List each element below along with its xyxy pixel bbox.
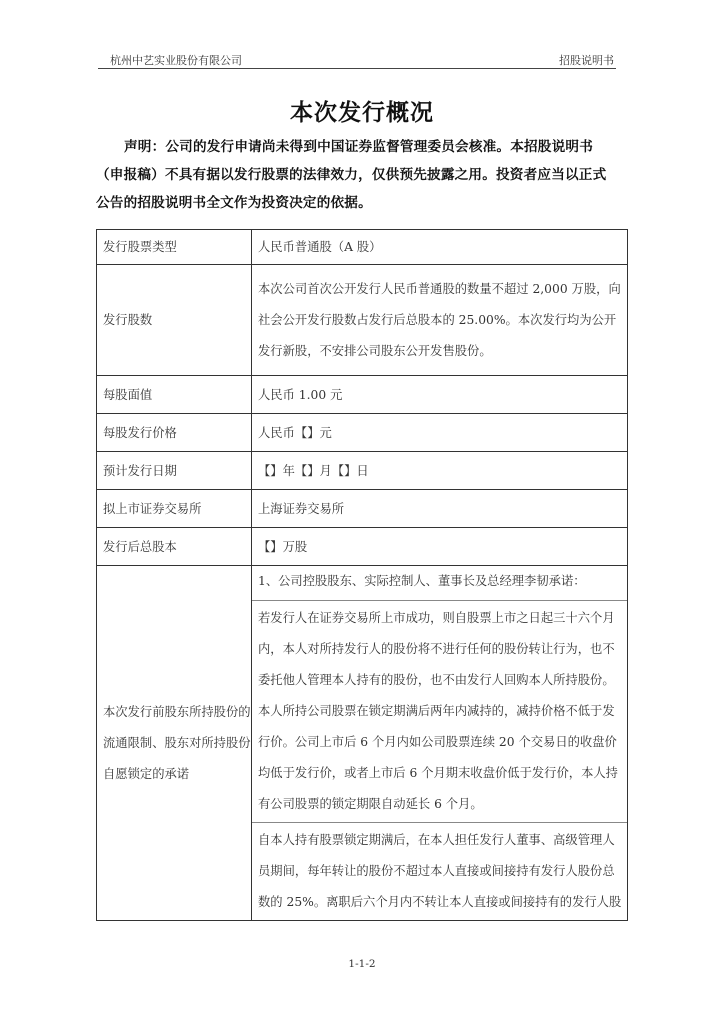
row-label: 预计发行日期 (97, 452, 252, 490)
table-row (97, 490, 628, 528)
offering-overview-table (96, 229, 628, 921)
page-number: 1-1-2 (348, 958, 376, 970)
row-value: 人民币【】元 (252, 414, 628, 452)
page-title: 本次发行概况 (290, 100, 434, 126)
row-label: 拟上市证券交易所 (97, 490, 252, 528)
row-value: 人民币 1.00 元 (252, 376, 628, 414)
table-row (97, 528, 628, 566)
lockup-commitments (252, 566, 628, 921)
row-value: 【】万股 (252, 528, 628, 566)
row-label: 每股发行价格 (97, 414, 252, 452)
header-divider (98, 68, 616, 69)
row-label: 发行股数 (97, 265, 252, 376)
header-company-name: 杭州中艺实业股份有限公司 (110, 54, 242, 67)
table-row (97, 414, 628, 452)
header-document-type: 招股说明书 (559, 54, 614, 67)
commitment-paragraph: 自本人持有股票锁定期满后，在本人担任发行人董事、高级管理人员期间，每年转让的股份不超过本人直接或间接持有发行人股份总数的 25%。离职后六个月内不转让本人直接或间接持有的发行人股 (258, 833, 622, 909)
row-value: 本次公司首次公开发行人民币普通股的数量不超过 2,000 万股，向社会公开发行股数占发行后总股本的 25.00%。本次发行均为公开发行新股，不安排公司股东公开发售股份。 (252, 265, 628, 376)
commitment-paragraph: 若发行人在证券交易所上市成功，则自股票上市之日起三十六个月内，本人对所持发行人的股份将不进行任何的股份转让行为，也不委托他人管理本人持有的股份，也不由发行人回购本人所持股份。本人所持公司股票在锁定期满后两年内减持的，减持价格不低于发行价。公司上市后 6 个月内如公司股票连续 20 个交易日的收盘价均低于发行价，或者上市后 6 个月期末收盘价低于发行价，本人持有公司股票的锁定期限自动延长 6 个月。 (252, 601, 627, 823)
page-header (98, 50, 616, 68)
row-value: 上海证券交易所 (252, 490, 628, 528)
row-label: 发行后总股本 (97, 528, 252, 566)
row-label: 发行股票类型 (97, 230, 252, 265)
commitment-heading: 1、公司控股股东、实际控制人、董事长及总经理李韧承诺： (252, 566, 627, 601)
row-value: 【】年【】月【】日 (252, 452, 628, 490)
table-row (97, 452, 628, 490)
disclaimer-statement: 声明：公司的发行申请尚未得到中国证券监督管理委员会核准。本招股说明书（申报稿）不具有据以发行股票的法律效力，仅供预先披露之用。投资者应当以正式公告的招股说明书全文作为投资决定的依据。 (96, 139, 607, 211)
table-row (97, 376, 628, 414)
table-row (97, 265, 628, 376)
lockup-commitment-row (97, 566, 628, 921)
table-row (97, 230, 628, 265)
row-value: 人民币普通股（A 股） (252, 230, 628, 265)
row-label: 每股面值 (97, 376, 252, 414)
lockup-label: 本次发行前股东所持股份的流通限制、股东对所持股份自愿锁定的承诺 (97, 566, 252, 921)
